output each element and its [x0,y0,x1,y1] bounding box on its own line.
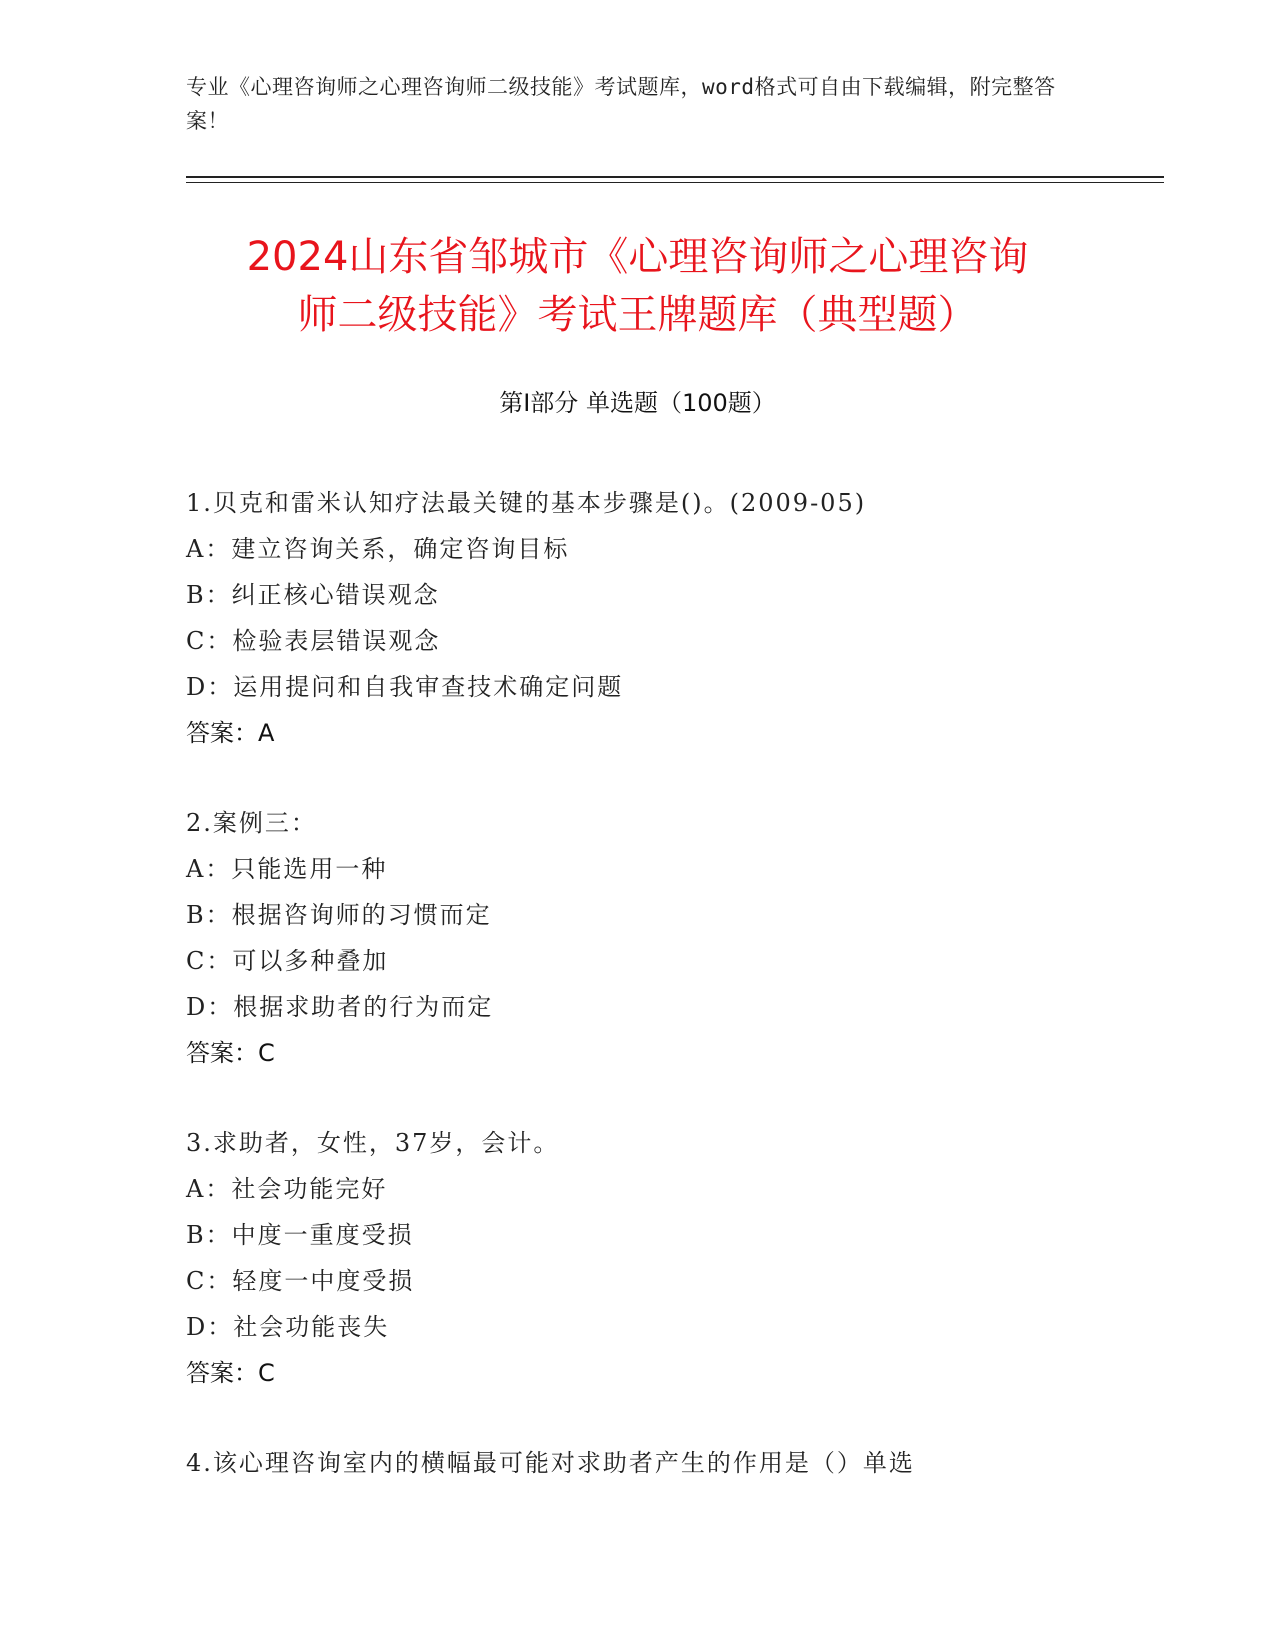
title-line-1: 2024山东省邹城市《心理咨询师之心理咨询 [246,234,1029,280]
option-a: A：只能选用一种 [186,855,388,883]
option-d: D：运用提问和自我审查技术确定问题 [186,673,624,701]
document-title [150,228,1125,344]
option-b: B：中度一重度受损 [186,1221,414,1249]
question-stem: 2.案例三： [186,809,317,837]
question-2 [186,800,1136,1076]
option-c: C：检验表层错误观念 [186,627,441,655]
option-a: A：建立咨询关系，确定咨询目标 [186,535,570,563]
question-3 [186,1120,1136,1396]
option-a: A：社会功能完好 [186,1175,388,1203]
answer: 答案：C [186,1039,275,1067]
title-line-2: 师二级技能》考试王牌题库（典型题） [297,292,978,338]
option-b: B：根据咨询师的习惯而定 [186,901,492,929]
question-stem: 3.求助者，女性，37岁，会计。 [186,1129,560,1157]
answer: 答案：A [186,719,275,747]
option-d: D：根据求助者的行为而定 [186,993,494,1021]
question-list [186,480,1136,1530]
option-d: D：社会功能丧失 [186,1313,390,1341]
option-c: C：可以多种叠加 [186,947,389,975]
answer: 答案：C [186,1359,275,1387]
header-note: 专业《心理咨询师之心理咨询师二级技能》考试题库，word格式可自由下载编辑，附完整答案！ [186,75,1056,133]
header-divider-thick [186,176,1164,178]
question-stem: 4.该心理咨询室内的横幅最可能对求助者产生的作用是（）单选 [186,1449,915,1477]
section-heading: 第Ⅰ部分 单选题（100题） [499,389,776,417]
question-stem: 1.贝克和雷米认知疗法最关键的基本步骤是()。(2009-05) [186,489,867,517]
question-1 [186,480,1136,756]
option-c: C：轻度一中度受损 [186,1267,415,1295]
option-b: B：纠正核心错误观念 [186,581,440,609]
header-divider-thin [186,182,1164,183]
question-4 [186,1440,1136,1486]
